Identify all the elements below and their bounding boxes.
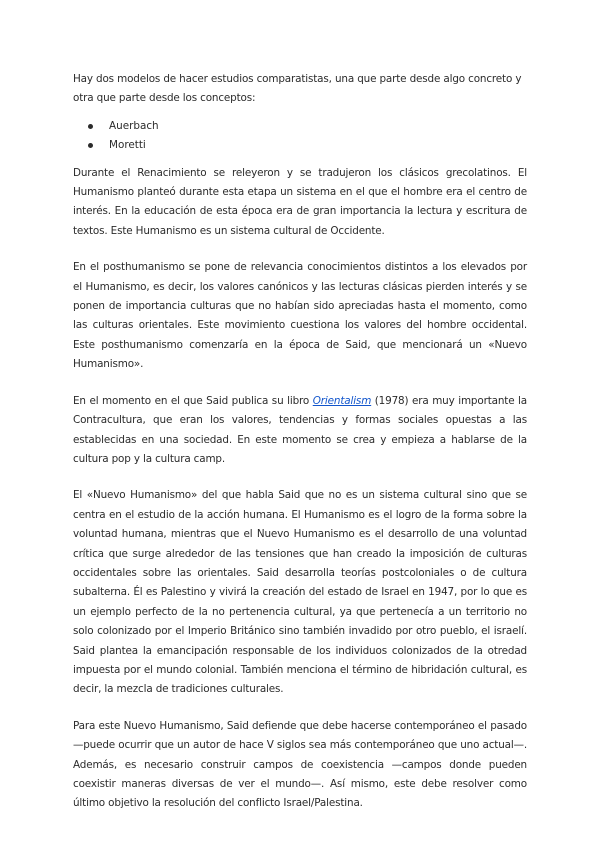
document-page <box>73 70 527 814</box>
orientalism-link[interactable]: Orientalism <box>312 394 372 407</box>
pasado-paragraph: Para este Nuevo Humanismo, Said defiende que debe hacerse contemporáneo el pasado —puede ocurrir que un autor de hace V siglos sea más contemporáneo que uno actual—. Además, es necesario construir campos de coexistencia —campos donde pueden coexistir maneras diversas de ver el mundo—. Así mismo, este debe resolver como último objetivo la resolución del conflicto Israel/Palestina. <box>73 719 527 810</box>
nuevo-humanismo-paragraph: El «Nuevo Humanismo» del que habla Said que no es un sistema cultural sino que se centra en el estudio de la acción humana. El Humanismo es el logro de la forma sobre la voluntad humana, mientras que el Nuevo Humanismo es el desarrollo de una voluntad crítica que surge alrededor de las tensiones que han creado la imposición de culturas occidentales sobre las orientales. Said desarrolla teorías postcoloniales o de cultura subalterna. Él es Palestino y vivirá la creación del estado de Israel en 1947, por lo que es un ejemplo perfecto de la no pertenencia cultural, ya que pertenecía a un territorio no solo colonizado por el Imperio Británico sino también invadido por otro pueblo, el israelí. Said plantea la emancipación responsable de los individuos colonizados de la otredad impuesta por el mundo colonial. También menciona el término de hibridación cultural, es decir, la mezcla de tradiciones culturales. <box>73 489 527 696</box>
renacimiento-paragraph: Durante el Renacimiento se releyeron y se tradujeron los clásicos grecolatinos. El Humanismo planteó durante esta etapa un sistema en el que el hombre era el centro de interés. En la educación de esta época era de gran importancia la lectura y escritura de textos. Este Humanismo es un sistema cultural de Occidente. <box>73 166 527 237</box>
orientalism-text-after: (1978) era muy importante la Contracultura, que eran los valores, tendencias y formas sociales opuestas a las establecidas en una sociedad. En este momento se crea y empieza a hablarse de la cultura pop y la cultura camp. <box>73 394 528 465</box>
intro-paragraph: Hay dos modelos de hacer estudios comparatistas, una que parte desde algo concreto y otra que parte desde los conceptos: <box>73 73 522 105</box>
list-item: Moretti <box>73 136 527 155</box>
list-item: Auerbach <box>73 117 527 136</box>
posthumanismo-paragraph: En el posthumanismo se pone de relevancia conocimientos distintos a los elevados por el Humanismo, es decir, los valores canónicos y las lecturas clásicas pierden interés y se ponen de importancia culturas que no habían sido apreciadas hasta el momento, como las culturas orientales. Este movimiento cuestiona los valores del hombre occidental. Este posthumanismo comenzaría en la época de Said, que mencionará un «Nuevo Humanismo». <box>73 261 527 371</box>
orientalism-text-before: En el momento en el que Said publica su libro <box>73 394 313 407</box>
orientalism-paragraph <box>73 392 527 470</box>
authors-list <box>73 117 527 156</box>
